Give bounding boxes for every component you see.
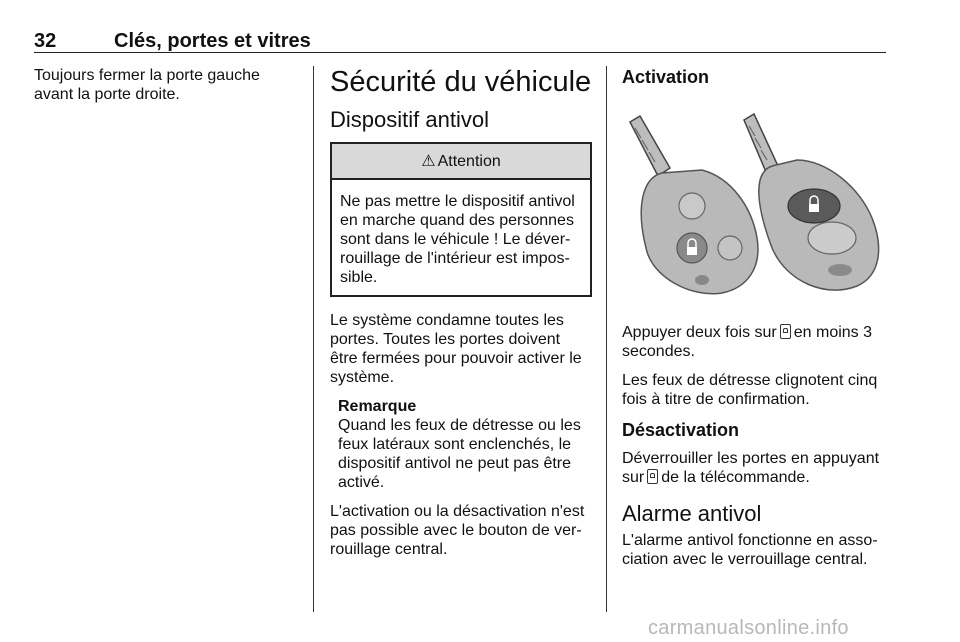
note-box bbox=[330, 397, 592, 492]
lock-button-icon bbox=[780, 324, 791, 339]
door-closing-text: Toujours fermer la porte gauche avant la porte droite. bbox=[34, 67, 260, 103]
watermark: carmanualsonline.info bbox=[648, 617, 849, 639]
note-body: Quand les feux de détresse ou les feux latéraux sont enclenchés, le dispositif antivol ne peut pas être activé. bbox=[338, 417, 581, 491]
page-header bbox=[34, 30, 886, 53]
warning-box bbox=[330, 142, 592, 297]
note-title: Remarque bbox=[338, 398, 417, 415]
system-paragraph: Le système condamne toutes les portes. Toutes les portes doivent être fermées pour pouvoir activer le système. bbox=[330, 312, 582, 386]
column-divider-2 bbox=[606, 66, 607, 612]
column-left bbox=[34, 66, 296, 114]
column-middle bbox=[330, 66, 592, 569]
unlock-button-icon bbox=[647, 469, 658, 484]
column-right bbox=[622, 66, 884, 579]
page-number: 32 bbox=[34, 30, 57, 52]
deactivation-paragraph: Déverrouiller les portes en appuyant sur de la télécommande. bbox=[622, 450, 880, 486]
chapter-title: Clés, portes et vitres bbox=[114, 30, 311, 52]
warning-title: Attention bbox=[437, 152, 501, 170]
warning-triangle-icon: ⚠ bbox=[421, 152, 436, 170]
activation-paragraph-1: Appuyer deux fois sur en moins 3 secondes. bbox=[622, 324, 873, 360]
deactivation-title: Désactivation bbox=[622, 420, 740, 440]
alarm-paragraph: L'alarme antivol fonctionne en association avec le verrouillage central. bbox=[622, 532, 878, 568]
central-lock-paragraph: L'activation ou la désactivation n'est pas possible avec le bouton de verrouillage central. bbox=[330, 503, 585, 558]
section-subtitle: Dispositif antivol bbox=[330, 107, 489, 132]
alarm-title: Alarme antivol bbox=[622, 501, 762, 526]
column-divider-1 bbox=[313, 66, 314, 612]
warning-body: Ne pas mettre le dispositif antivol en marche quand des personnes sont dans le véhicule ! Le déverrouillage de l'intérieur est impossible. bbox=[340, 193, 575, 286]
activation-paragraph-2: Les feux de détresse clignotent cinq fois à titre de confirmation. bbox=[622, 372, 878, 408]
section-title: Sécurité du véhicule bbox=[330, 66, 592, 98]
remote-keys-illustration bbox=[622, 98, 884, 313]
activation-title: Activation bbox=[622, 67, 710, 87]
warning-header bbox=[332, 144, 590, 180]
